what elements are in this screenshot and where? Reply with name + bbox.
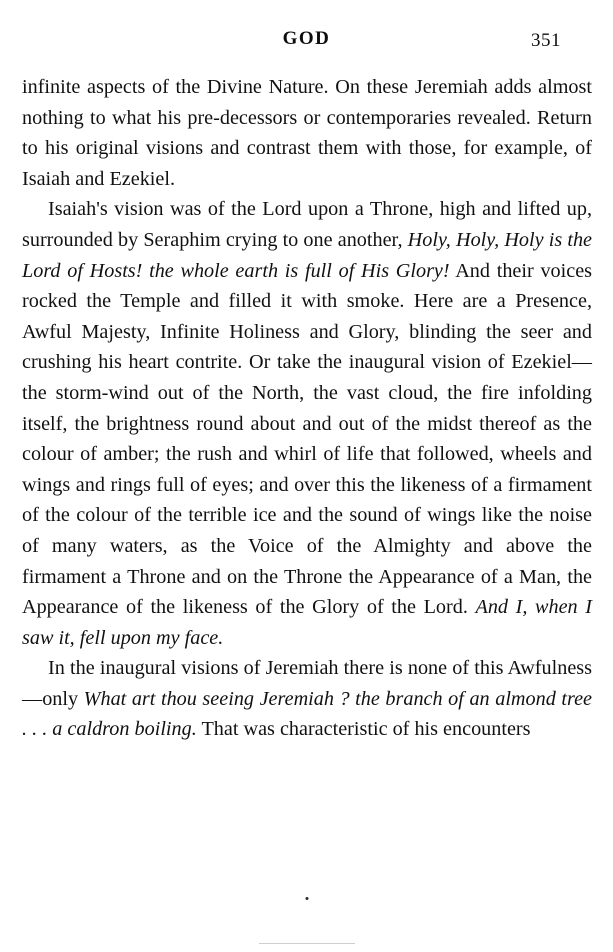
text-run: And their voices rocked the Temple and filled it with smoke. Here are a Presence, Awful Majesty, Infinite Holiness and Glory, blinding the seer and crushing his heart contrite. Or take the inaugural vision of Ezekiel—the storm-wind out of the North, the vast cloud, the fire infolding itself, the brightness round about and out of the midst thereof as the colour of amber; the rush and whirl of life that followed, wheels and wings and rings full of eyes; and over this the likeness of a firmament of the colour of the terrible ice and the sound of wings like the noise of many waters, as the Voice of the Almighty and above the firmament a Throne and on the Throne the Appearance of a Man, the Appearance of the likeness of the Glory of the Lord. xyxy=(22,259,593,619)
paragraph xyxy=(22,72,592,194)
paragraph xyxy=(22,194,592,653)
page-number: 351 xyxy=(531,30,561,51)
text-run: infinite aspects of the Divine Nature. On these Jeremiah adds almost nothing to what his pre-decessors or contemporaries revealed. Return to his original visions and contrast them with those, for example, of Isaiah and Ezekiel. xyxy=(22,76,592,190)
italic-run: Holy, Holy, Holy is the Lord of Hosts! the whole earth is full of His Glory! xyxy=(22,228,593,282)
running-head: GOD xyxy=(282,28,331,49)
paragraph xyxy=(22,653,592,745)
italic-run: What art thou seeing Jeremiah ? the branch of an almond tree . . . a caldron boiling. xyxy=(22,687,592,741)
footer-mark xyxy=(305,897,308,900)
italic-run: And I, when I saw it, fell upon my face. xyxy=(22,596,592,649)
text-run: Isaiah's vision was of the Lord upon a Throne, high and lifted up, surrounded by Seraphim crying to one another, xyxy=(22,198,592,251)
page-bottom-rule xyxy=(259,943,355,944)
page-header xyxy=(52,28,561,56)
page-body xyxy=(22,72,592,745)
text-run: In the inaugural visions of Jeremiah there is none of this Awfulness—only xyxy=(22,657,592,710)
text-run: That was characteristic of his encounters xyxy=(196,718,531,741)
